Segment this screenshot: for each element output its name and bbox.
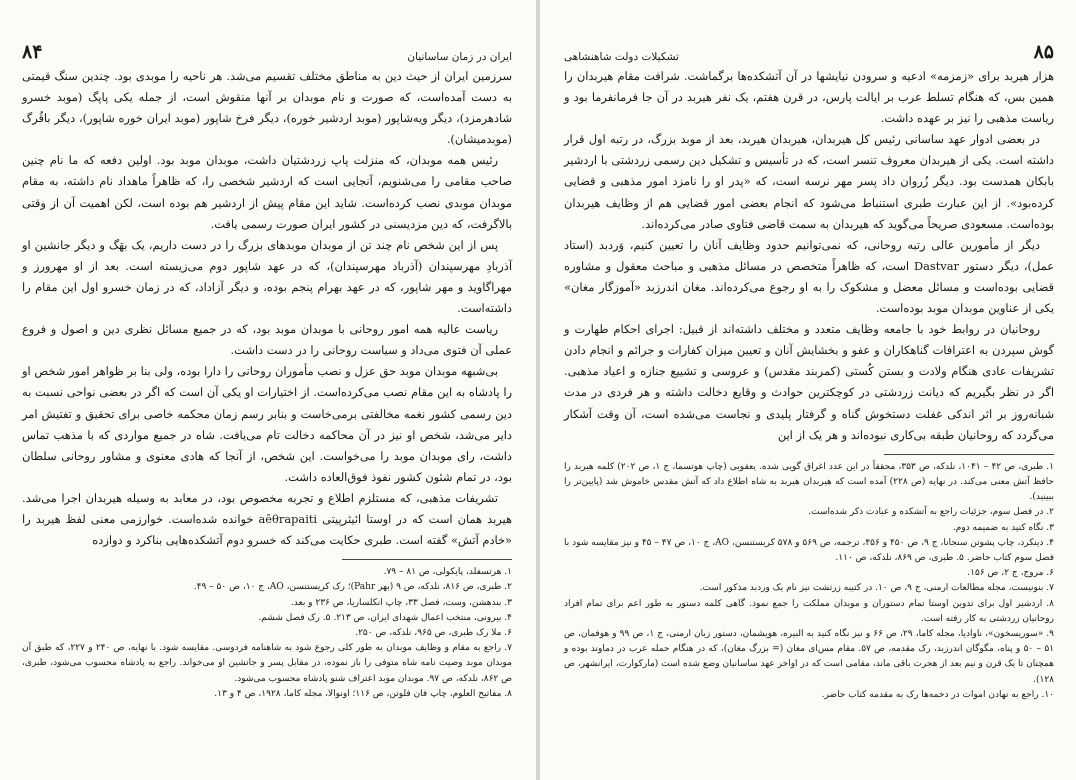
footnote: ۶. مروج، ج ۲، ص ۱۵۶. — [967, 568, 1054, 579]
right-page — [540, 0, 1076, 780]
footnote: ۱. طبری، ص ۴۲ – ۱۰۴۱، نلدکه، ص ۳۵۳، محققاً در این عدد اغراق گویی شده. یعقوبی (چاپ هوتسما، ج ۱، ص ۲۰۲) کلمه هیربد را حافظ آتش معنی می‌کند. در نهایه (ص ۲۲۸) آمده است که هیربدان هیربد به شاه اطلاع داد که آتش مقدس خاموش شد (پایین‌تر را ببینید). — [564, 461, 1054, 503]
paragraph: بی‌شبهه موبدان موبد حق عزل و نصب مأموران روحانی را دارا بوده، ولی بنا بر ظواهر امور شخص او را پادشاه به این مقام نصب می‌کرده‌است. از اختیارات او یکی آن است که اگر در بعضی نواحی نسبت به دین رسمی کشور نغمه مخالفتی برمی‌خاست و بنابر رسم زمان محکمه خاصی برای تحقیق و تفتیش امر دایر می‌شد، شخص او نیز در آن محاکمه دخالت تام می‌یافت. شاه در جمیع مواردی که با مذهب تماس داشت، رای موبدان موبد را می‌خواست. این شخص، از آنجا که هادی معنوی و مشاور روحانی سلطان بود، در تمام شئون کشور نفوذ فوق‌العاده داشت. — [22, 364, 512, 484]
right-body-text — [564, 66, 1054, 446]
footnote: ۳. بندهشن، وست، فصل ۳۳، چاپ انکلساریا، ص ۲۳۶ و بعد. — [290, 597, 512, 608]
footnote: ۱۰. راجع به نهادن اموات در دخمه‌ها رک به مقدمه کتاب حاضر. — [821, 689, 1054, 700]
footnote: ۸. اردشیر اول برای تدوین اوستا تمام دستوران و موبدان مملکت را جمع نمود. گاهی کلمه دستور به طور اعم برای تمام افراد روحانیان زردشتی به کار رفته است. — [564, 598, 1054, 624]
paragraph: روحانیان در روابط خود با جامعه وظایف متعدد و مختلف داشته‌اند از قبیل: اجرای احکام طهارت و گوش سپردن به اعترافات گناهکاران و عفو و بخشایش آنان و تعیین میزان کفارات و جرائم و انجام دادن تشریفات عادی هنگام ولادت و بستن کُستی (کمربند مقدس) و عروسی و تشییع جنازه و اعیاد مذهبی. اگر در نظر بگیریم که دیانت زردشتی در کوچکترین حوادث و وقایع دخالت داشته و هر فردی در مدت شبانه‌روز بر اثر اندکی غفلت دستخوش گناه و گرفتار پلیدی و نجاست می‌شده است، آن وقت آشکار می‌گردد که روحانیان طبقه بی‌کاری نبوده‌اند و هر یک از این — [564, 322, 1054, 442]
footnote: ۴. دینکرد، چاپ پشوتن سنجانا، ج ۹، ص ۴۵۰ و ۴۵۶، ترجمه، ص ۵۶۹ و ۵۷۸ کریستنسن، AO، ج ۱۰، ص ۴۷ – ۴۵ و نیز مقایسه شود با فصل سوم کتاب حاضر. ۵. طبری، ص ۸۶۹، نلدکه، ص ۱۱۰. — [564, 537, 1054, 563]
running-title: ایران در زمان ساسانیان — [407, 50, 512, 63]
footnote: ۲. طبری، ص ۸۱۶، نلدکه، ص ۹ (بهر Pahr)؛ رک کریستنسن، AO، ج ۱۰، ص ۵۰ – ۴۹. — [193, 582, 512, 593]
paragraph: سرزمین ایران از حیث دین به مناطق مختلف تقسیم می‌شد. هر ناحیه را موبدی بود. چندین سنگ قیمتی به دست آمده‌است، که صورت و نام موبدان بر آنها منقوش است، از جمله یکی پاپگ (موبد خسرو شادهرمزد)، دیگر ویه‌شاپور (موبد اردشیر خوره)، دیگر فرخ شاپور (موبد ایران خوره شاپور)، دیگر باقُرگ (موبدمیشان). — [22, 69, 512, 147]
paragraph: هزار هیربد برای «زمزمه» ادعیه و سرودن نیایشها در آن آتشکده‌ها برگماشت. شرافت مقام هیربدان را همین بس، که هنگام تسلط عرب بر ایالت پارس، در قرن هفتم، یک نفر هیربد در آن جا فرمانفرما بود و ریاست مذهبی را نیز بر عهده داشت. — [564, 69, 1054, 126]
footnote: ۱. هرتسفلد، پایکولی، ص ۸۱ – ۷۹. — [383, 567, 512, 578]
left-page-header — [22, 36, 512, 62]
footnote-separator — [342, 559, 512, 560]
right-page-header — [564, 36, 1054, 62]
left-page — [0, 0, 536, 780]
paragraph: در بعضی ادوار عهد ساسانی رئیس کل هیربدان، هیربدان هیربد، بعد از موبد بزرگ، در رتبه اول قرار داشته است. یکی از هیربدان معروف تنسر است، که در تأسیس و تشکیل دین رسمی زردشتی با اردشیر بابکان همدست بود. دیگر زُروان داد پسر مهر نرسه است، که «پدر او را نامزد امور مذهبی و قضایی کرده‌بود». از این عبارت طبری استنباط می‌شود که انجام بعضی امور قضایی هم از وظایف هیربدان بوده‌است. مسعودی صریحاً می‌گوید که هیربدان به سمت قاضی فتاوی صادر می‌کرده‌اند. — [564, 132, 1054, 231]
running-title: تشکیلات دولت شاهنشاهی — [564, 50, 679, 63]
right-footnotes — [564, 460, 1054, 703]
paragraph: ریاست عالیه همه امور روحانی با موبدان موبد بود، که در جمیع مسائل نظری دین و اصول و فروع عملی آن فتوی می‌داد و سیاست روحانی را در دست داشت. — [22, 322, 512, 358]
footnote: ۹. «سوریسخون»، ناوادیا، مجله کاما، ۲۹، ص ۶۶ و نیز نگاه کنید به البیره، هویشمان، دستور زبان ارمنی، ج ۱، ص ۹۹ و هوفمان، ص ۵۱ – ۵۰ و پناه، مگوگان اندرزبد، رک مقدمه، ص ۵۷. مقام مس‌ای مغان (= بزرگ مغان)، که در هنگام حمله عرب در دماوند بوده و همچنان تا یک قرن و نیم بعد از هجرت باقی ماند، مقامی است که در اواخر عهد ساسانیان وضع شده است (مارکوارت، ایرانشهر، ص ۱۲۸). — [564, 628, 1055, 685]
paragraph: دیگر از مأمورین عالی رتبه روحانی، که نمی‌توانیم حدود وظایف آنان را تعیین کنیم، وَردبد (استاد عمل)، دیگر دستور Dastvar است، که ظاهراً متخصص در مسائل مذهبی و مباحث معقول و مشاوره قضایی بوده‌است و مسائل معضل و مشکوک را به او رجوع می‌کرده‌اند. مغان اندرزبد «آموزگار مغان» یکی از عناوین موبدان موبد بوده‌است. — [564, 237, 1054, 316]
paragraph: تشریفات مذهبی، که مستلزم اطلاع و تجربه مخصوص بود، در معابد به وسیله هیربدان اجرا می‌شد. هیربد همان است که در اوستا ائیثرپیتی aēθrapaiti خوانده شده‌است. خوارزمی معنی لفظ هیربد را «خادم آتش» گفته است. طبری حکایت می‌کند که خسرو دوم آتشکده‌هایی بناکرد و دوازده — [22, 490, 512, 548]
footnote: ۷. راجع به مقام و وظایف موبدان به طور کلی رجوع شود به شاهنامه فردوسی. مقایسه شود. با نهایه، ص ۲۴۰ و ۲۲۷، که طبق آن موبدان موبد وصیت نامه شاه متوفی را باز نموده، در مقابل پسر و جانشین او می‌خواند. راجع به پادشاه محسوب می‌شود، طبری، ص ۸۶۲، نلدکه، ص ۹۷. موبدان موبد اعتراف شنو پادشاه محسوب می‌شود. — [22, 643, 513, 684]
page-number: ۸۵ — [1033, 41, 1054, 63]
page-number: ۸۴ — [22, 41, 43, 63]
left-footnotes — [22, 565, 512, 702]
left-body-text — [22, 66, 512, 551]
paragraph: پس از این شخص نام چند تن از موبدان موبدهای بزرگ را در دست داریم، یک بهَگ و دیگر جانشین او آذربادِ مهرسپندان (آذرباد مهرسپندان)، که در عهد شاپور دوم می‌زیسته است. بعد از او مهرورز و مهراگاوید و مهر شاپور، که در عهد بهرام پنجم بوده، و دیگر آزاداد، که در زمان خسرو اول این مقام را داشته‌است. — [22, 237, 512, 316]
footnote: ۳. نگاه کنید به ضمیمه دوم. — [952, 522, 1054, 533]
footnote: ۸. مفاتیح العلوم، چاپ فان فلوتن، ص ۱۱۶؛ اونوالا، مجله کاما، ۱۹۲۸، ص ۴ و ۱۳. — [214, 688, 512, 699]
footnote: ۴. بیرونی، منتخب اعمال شهدای ایران، ص ۲۱۳. ۵. رک فصل ششم. — [258, 612, 512, 623]
footnote-separator — [884, 454, 1054, 455]
paragraph: رئیس همه موبدان، که منزلت پاپ زردشتیان داشت، موبدان موبد بود. اولین دفعه که ما نام چنین صاحب مقامی را می‌شنویم، آنجایی است که اردشیر شخصی را، که ظاهراً ماهداد نام داشته، به مقام موبدان موبدی نصب کرده‌است. شاید این مقام پیش از اردشیر هم بوده است، لکن اهمیت آن از وقتی بالاگرفت، که دین مزدیسنی در کشور ایران صورت رسمی یافت. — [22, 153, 512, 231]
footnote: ۷. بنونیست، مجله مطالعات ارمنی، ج ۹، ص ۱۰. در کتیبه زرتشت نیز نام یک وردبد مذکور است. — [699, 583, 1054, 594]
footnote: ۶. ملا رک طبری، ص ۹۶۵، نلدکه، ص ۲۵۰. — [355, 627, 512, 638]
footnote: ۲. در فصل سوم، جزئیات راجع به آتشکده و عبادت ذکر شده‌است. — [808, 507, 1054, 518]
